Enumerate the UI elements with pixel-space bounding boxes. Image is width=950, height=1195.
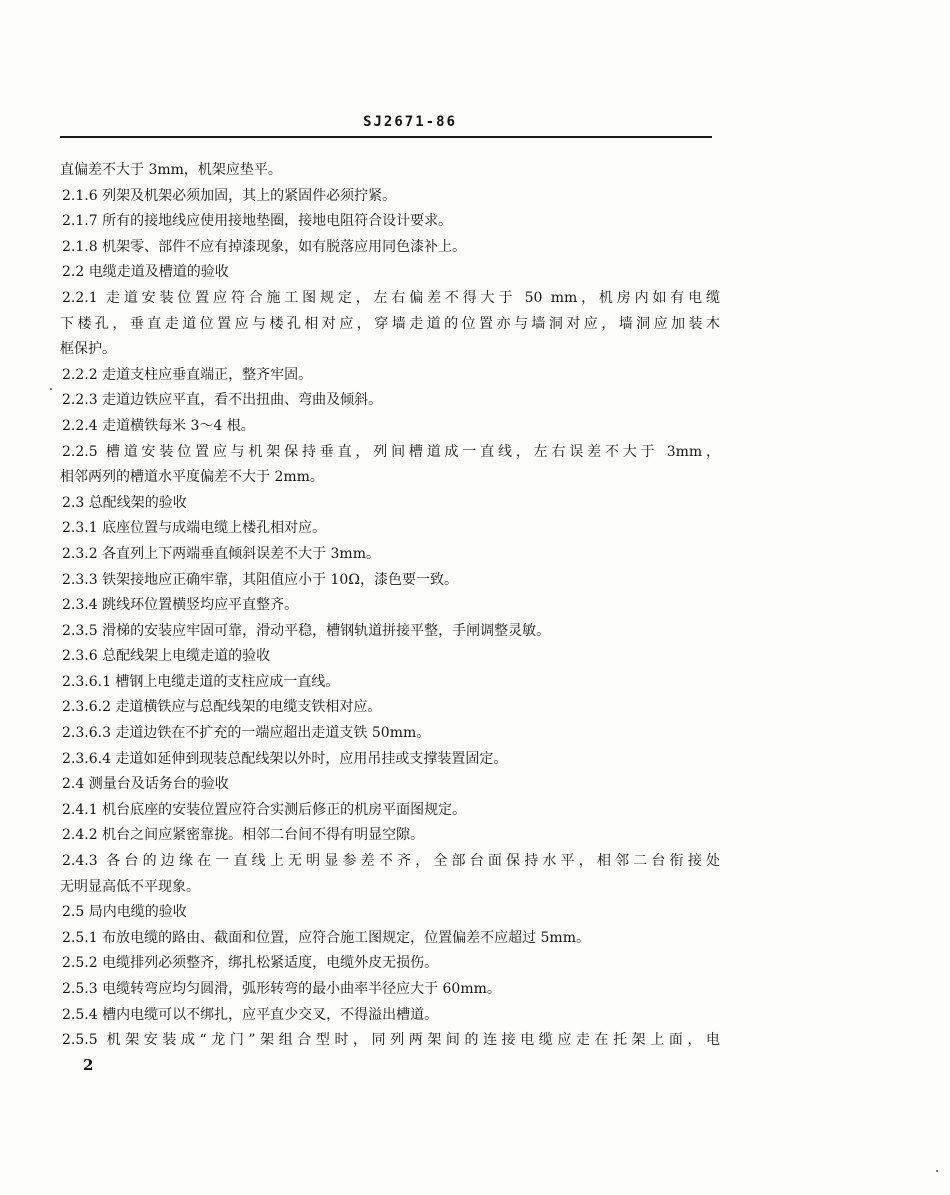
text-line: 下楼孔，垂直走道位置应与楼孔相对应，穿墙走道的位置亦与墙洞对应，墙洞应加装木 bbox=[60, 315, 720, 332]
page-number: 2 bbox=[83, 1056, 94, 1074]
clause-2-5-5: 2.5.5 机架安装成“龙门”架组合型时，同列两架间的连接电缆应走在托架上面，电 bbox=[62, 1032, 720, 1049]
body-text bbox=[60, 158, 720, 1054]
header-rule bbox=[60, 136, 712, 138]
clause-2-1-7: 2.1.7 所有的接地线应使用接地垫圈，接地电阻符合设计要求。 bbox=[62, 213, 453, 230]
clause-2-2-2: 2.2.2 走道支柱应垂直端正，整齐牢固。 bbox=[62, 366, 313, 383]
section-heading-2-4: 2.4 测量台及话务台的验收 bbox=[62, 776, 229, 793]
clause-2-5-3: 2.5.3 电缆转弯应均匀圆滑，弧形转弯的最小曲率半径应大于 60mm。 bbox=[62, 981, 501, 997]
clause-2-4-1: 2.4.1 机台底座的安装位置应符合实测后修正的机房平面图规定。 bbox=[62, 801, 467, 818]
clause-2-3-6-1: 2.3.6.1 槽钢上电缆走道的支柱应成一直线。 bbox=[62, 673, 340, 690]
scan-speck bbox=[50, 388, 52, 390]
text-line: 框保护。 bbox=[60, 341, 116, 358]
clause-2-3-2: 2.3.2 各直列上下两端垂直倾斜误差不大于 3mm。 bbox=[62, 545, 380, 562]
clause-2-4-2: 2.4.2 机台之间应紧密靠拢。相邻二台间不得有明显空隙。 bbox=[62, 827, 425, 844]
clause-2-4-3: 2.4.3 各台的边缘在一直线上无明显参差不齐，全部台面保持水平，相邻二台衔接处 bbox=[62, 853, 720, 870]
clause-2-3-4: 2.3.4 跳线环位置横竖均应平直整齐。 bbox=[62, 597, 299, 614]
clause-2-3-5: 2.3.5 滑梯的安装应牢固可靠，滑动平稳，槽钢轨道拼接平整，手闸调整灵敏。 bbox=[62, 622, 551, 639]
clause-2-2-4: 2.2.4 走道横铁每米 3～4 根。 bbox=[62, 417, 255, 434]
clause-2-2-3: 2.2.3 走道边铁应平直，看不出扭曲、弯曲及倾斜。 bbox=[62, 392, 383, 409]
clause-2-3-6-2: 2.3.6.2 走道横铁应与总配线架的电缆支铁相对应。 bbox=[62, 699, 382, 716]
text-line: 无明显高低不平现象。 bbox=[60, 878, 200, 895]
section-heading-2-3: 2.3 总配线架的验收 bbox=[62, 494, 187, 511]
clause-2-5-2: 2.5.2 电缆排列必须整齐，绑扎松紧适度，电缆外皮无损伤。 bbox=[62, 955, 439, 972]
clause-2-1-8: 2.1.8 机架零、部件不应有掉漆现象，如有脱落应用同色漆补上。 bbox=[62, 238, 467, 255]
standard-code: SJ2671-86 bbox=[363, 114, 457, 130]
clause-2-5-1: 2.5.1 布放电缆的路由、截面和位置，应符合施工图规定，位置偏差不应超过 5mm。 bbox=[62, 929, 590, 946]
scan-speck bbox=[936, 1170, 938, 1172]
clause-2-1-6: 2.1.6 列架及机架必须加固，其上的紧固件必须拧紧。 bbox=[62, 187, 397, 204]
text-line: 相邻两列的槽道水平度偏差不大于 2mm。 bbox=[60, 469, 324, 486]
clause-2-3-6-4: 2.3.6.4 走道如延伸到现装总配线架以外时，应用吊挂或支撑装置固定。 bbox=[62, 750, 508, 767]
clause-2-3-6: 2.3.6 总配线架上电缆走道的验收 bbox=[62, 648, 271, 665]
clause-2-5-4: 2.5.4 槽内电缆可以不绑扎，应平直少交叉，不得溢出槽道。 bbox=[62, 1006, 439, 1023]
clause-2-3-1: 2.3.1 底座位置与成端电缆上楼孔相对应。 bbox=[62, 520, 327, 537]
section-heading-2-5: 2.5 局内电缆的验收 bbox=[62, 904, 187, 921]
section-heading-2-2: 2.2 电缆走道及槽道的验收 bbox=[62, 264, 229, 281]
clause-2-2-1: 2.2.1 走道安装位置应符合施工图规定，左右偏差不得大于 50 mm，机房内如有电缆 bbox=[62, 289, 720, 306]
clause-2-3-3: 2.3.3 铁架接地应正确牢靠，其阻值应小于 10Ω，漆色要一致。 bbox=[62, 571, 458, 588]
clause-2-2-5: 2.2.5 槽道安装位置应与机架保持垂直，列间槽道成一直线，左右误差不大于 3mm， bbox=[62, 443, 720, 460]
text-line: 直偏差不大于 3mm，机架应垫平。 bbox=[60, 162, 282, 178]
clause-2-3-6-3: 2.3.6.3 走道边铁在不扩充的一端应超出走道支铁 50mm。 bbox=[62, 725, 431, 742]
